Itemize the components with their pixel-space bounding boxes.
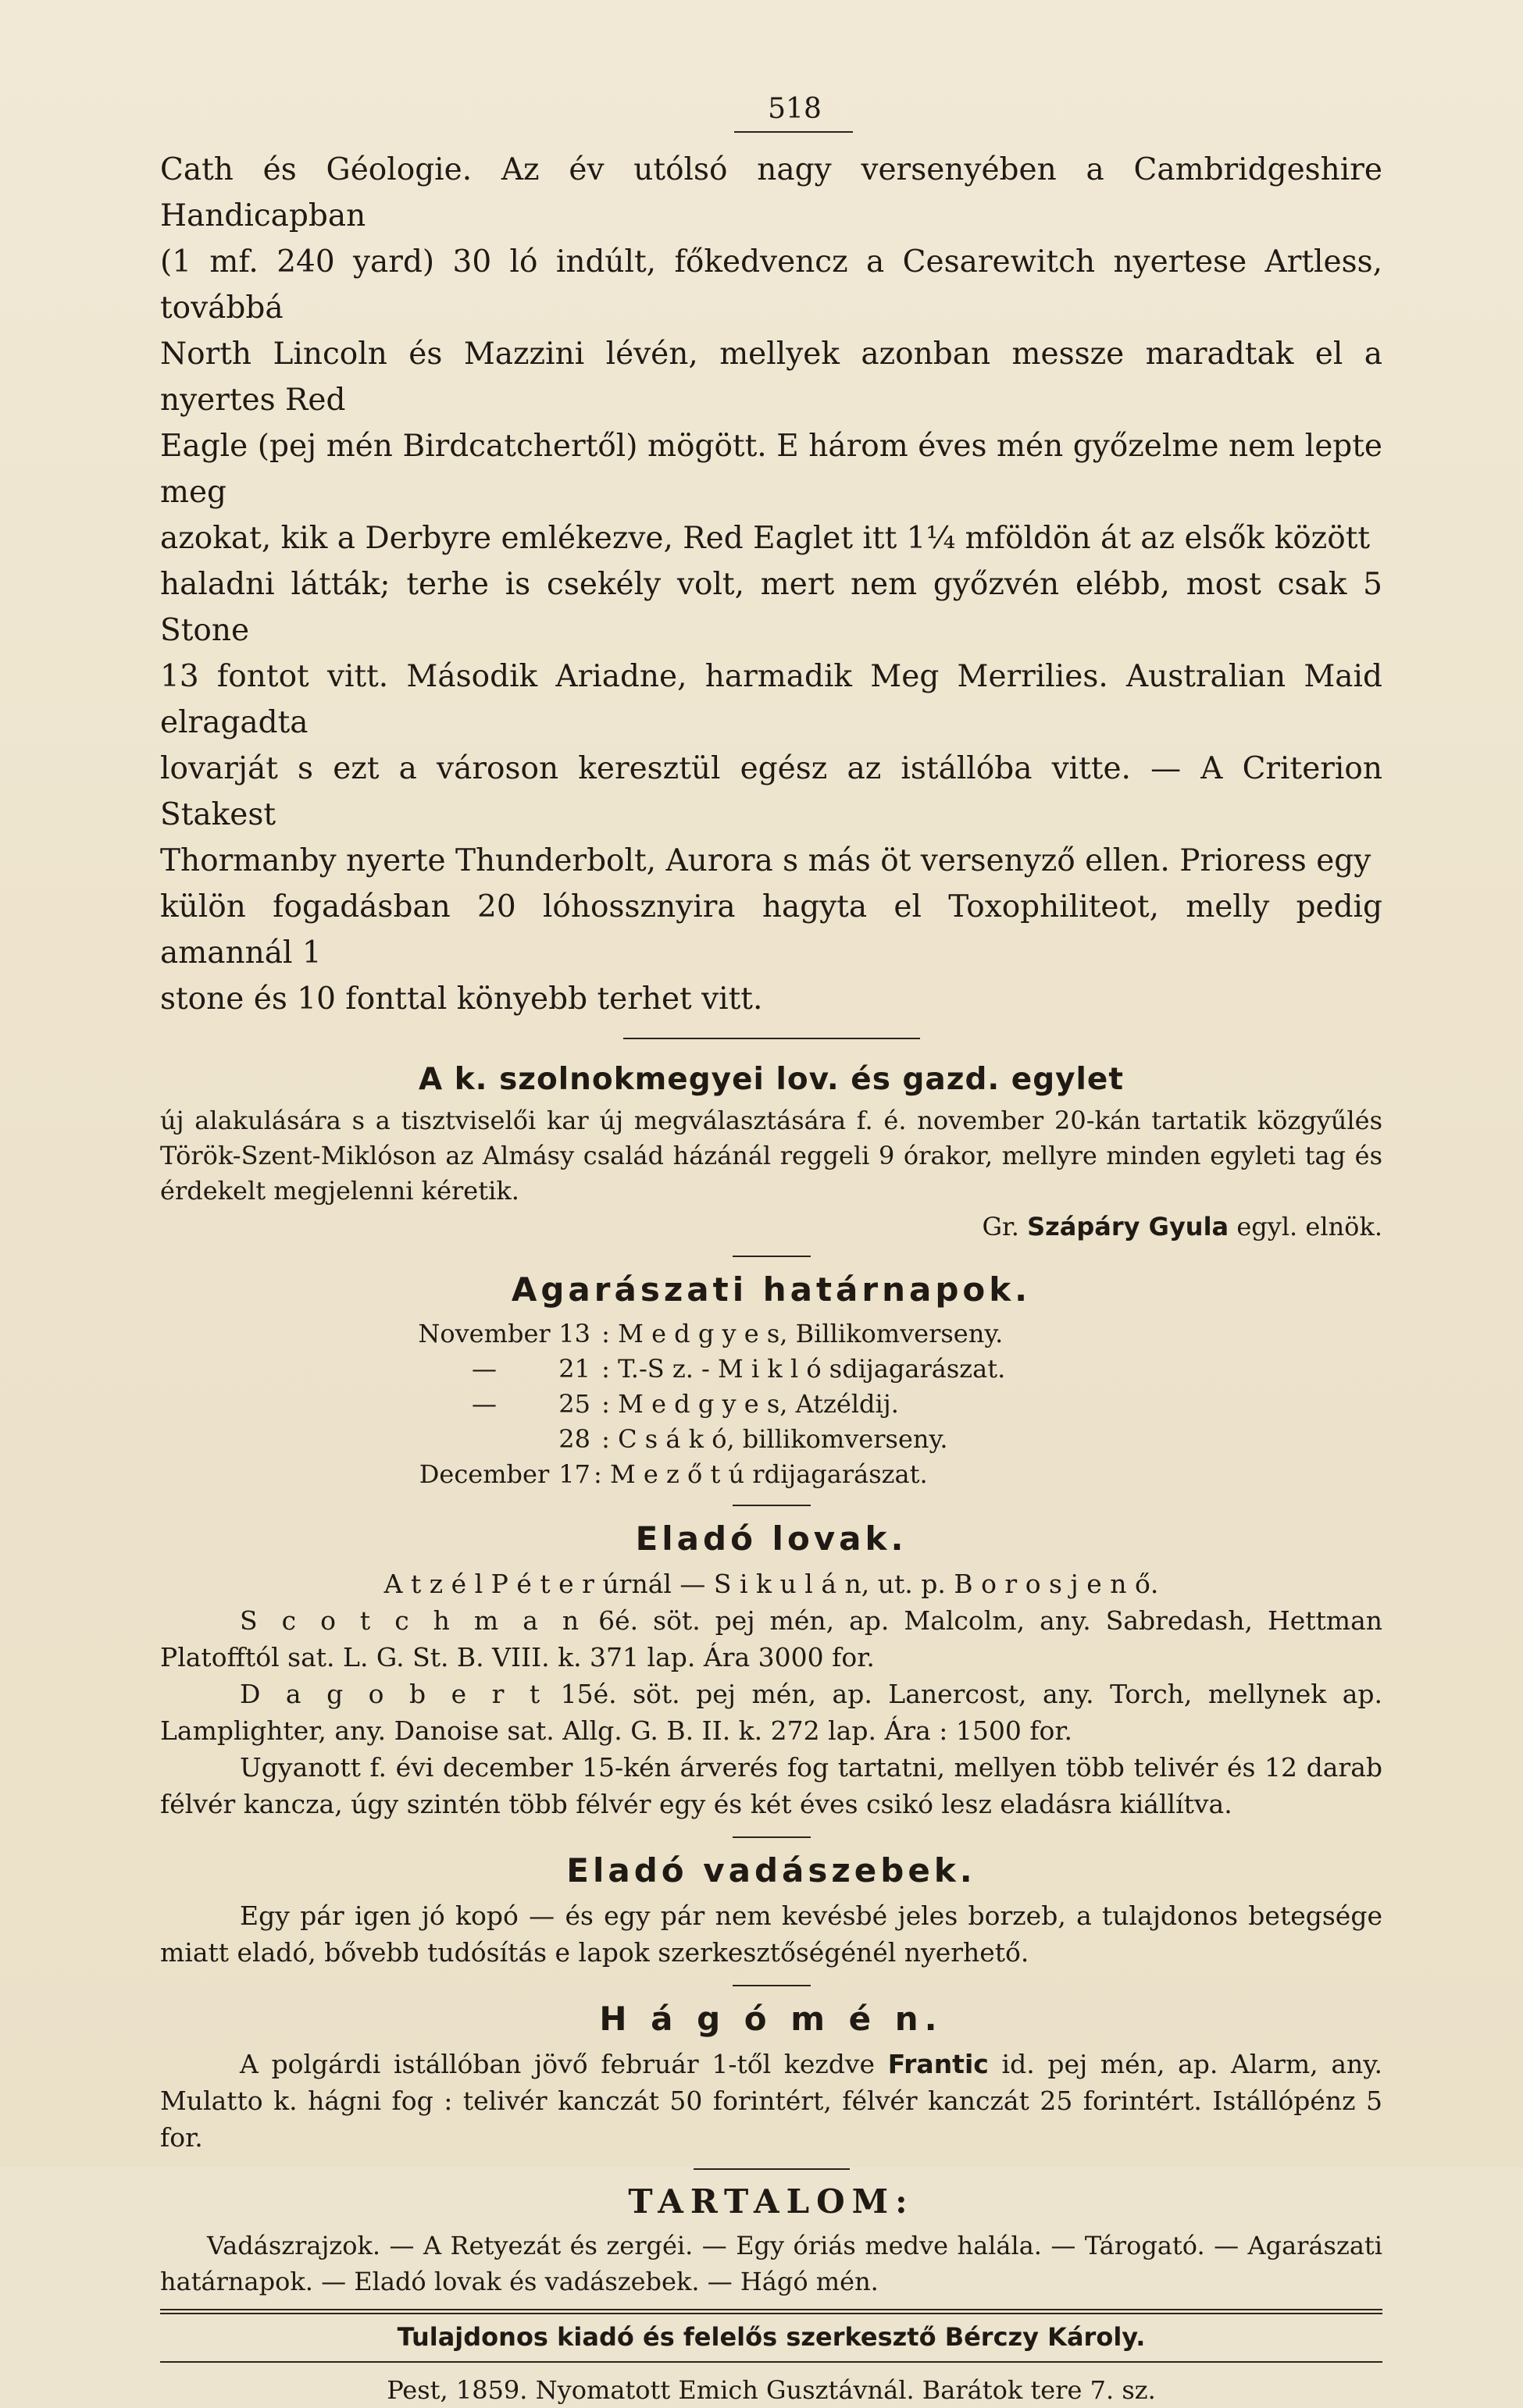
schedule-row: December 17 : M e z ő t ú r dijagarászat.: [414, 1457, 1382, 1492]
schedule-place: M e d g y e s: [618, 1389, 780, 1419]
vadaszebek-text: Egy pár igen jó kopó — és egy pár nem kevésbé jeles borzeb, a tulajdonos betegsége miatt eladó, bővebb tudósítás e lapok szerkesztőségénél nyerhető.: [160, 1900, 1382, 1968]
horse-description: 6é. söt. pej mén, ap. Malcolm, any. Sabredash, Hettman Platofftól sat. L. G. St. B. VIII. k. 371 lap. Ára 3000 for.: [160, 1605, 1382, 1672]
section-divider: [623, 1038, 920, 1039]
footer-owner-line: Tulajdonos kiadó és felelős szerkesztő Bérczy Károly.: [397, 2322, 1146, 2352]
intro-line: (1 mf. 240 yard) 30 ló indúlt, főkedvencz a Cesarewitch nyertese Artless, továbbá: [160, 244, 1382, 326]
hago-men-section: [160, 1997, 1382, 2156]
schedule-row: — 25 : M e d g y e s , Atzéldij.: [414, 1387, 1382, 1422]
signature: [982, 1209, 1382, 1245]
footer-printer-line: Pest, 1859. Nyomatott Emich Gusztávnál. Barátok tere 7. sz.: [387, 2375, 1156, 2405]
signature-prefix: Gr.: [982, 1212, 1019, 1241]
short-divider: [733, 1836, 811, 1838]
horse-description: 15é. söt. pej mén, ap. Lanercost, any. Torch, mellynek ap. Lamplighter, any. Danoise sat. Allg. G. B. II. k. 272 lap. Ára : 1500 for.: [160, 1679, 1383, 1746]
signature-suffix: egyl. elnök.: [1236, 1212, 1382, 1241]
schedule-list: [414, 1316, 1382, 1492]
schedule-day: 21: [558, 1354, 590, 1384]
intro-line: Thormanby nyerte Thunderbolt, Aurora s más öt versenyző ellen. Prioress egy: [160, 843, 1371, 878]
schedule-day: 28: [558, 1424, 590, 1454]
short-divider: [733, 1985, 811, 1986]
szolnok-notice: [160, 1060, 1382, 1245]
intro-line: stone és 10 fonttal könyebb terhet vitt.: [160, 981, 763, 1017]
intro-line: azokat, kik a Derbyre emlékezve, Red Eaglet itt 1¼ mföldön át az elsők között: [160, 521, 1371, 556]
horse-listing: [160, 1676, 1382, 1749]
signature-row: [160, 1209, 1382, 1245]
page-content: [160, 92, 1382, 2408]
schedule-place: T.-S z. - M i k l ó s: [618, 1354, 843, 1384]
schedule-row: — 21 : T.-S z. - M i k l ó s dijagarászat.: [414, 1352, 1382, 1387]
schedule-month: —: [472, 1389, 497, 1419]
tartalom-title: TARTALOM:: [628, 2182, 915, 2221]
szolnok-heading: A k. szolnokmegyei lov. és gazd. egylet: [418, 1062, 1125, 1097]
schedule-event: dijagarászat.: [842, 1354, 1006, 1384]
schedule-event: dijagarászat.: [764, 1459, 928, 1489]
schedule-event: , Billikomverseny.: [779, 1319, 1004, 1348]
schedule-event: , Atzéldij.: [779, 1389, 899, 1419]
intro-paragraph: [160, 147, 1382, 1022]
hago-text-after: id. pej mén, ap. Alarm, any. Mulatto k. hágni fog : telivér kanczát 50 forintért, félvér kanczát 25 forintért. Istállópénz 5 for.: [160, 2049, 1383, 2153]
intro-line: Cath és Géologie. Az év utólsó nagy versenyében a Cambridgeshire Handicapban: [160, 152, 1382, 233]
schedule-place: M e d g y e s: [618, 1319, 780, 1348]
hago-text-before: A polgárdi istállóban jövő február 1-től kezdve: [240, 2049, 876, 2079]
schedule-month: —: [472, 1354, 497, 1384]
seller-line: A t z é l P é t e r úrnál — S i k u l á n, ut. p. B o r o s j e n ő.: [383, 1569, 1159, 1599]
intro-line: North Lincoln és Mazzini lévén, mellyek azonban messze maradtak el a nyertes Red: [160, 337, 1382, 418]
schedule-month: [414, 1422, 555, 1457]
intro-line: külön fogadásban 20 lóhossznyira hagyta el Toxophiliteot, melly pedig amannál 1: [160, 889, 1382, 971]
horse-name: S c o t c h m a n: [240, 1605, 584, 1636]
schedule-row: 28 : C s á k ó , billikomverseny.: [414, 1422, 1382, 1457]
schedule-day: 13: [558, 1319, 590, 1348]
hago-men-text: [160, 2046, 1382, 2156]
schedule-day: 25: [558, 1389, 590, 1419]
horse-listing: [160, 1602, 1382, 1676]
tartalom-section: [160, 2181, 1382, 2299]
page-number-rule: [734, 131, 853, 133]
short-divider: [733, 1256, 811, 1257]
elado-lovak-section: [160, 1517, 1382, 1822]
auction-notice: Ugyanott f. évi december 15-kén árverés fog tartatni, mellyen több telivér és 12 darab félvér kancza, úgy szintén több félvér egy és két éves csikó lesz eladásra kiállítva.: [160, 1752, 1382, 1819]
page-number: 518: [768, 93, 822, 125]
stallion-name: Frantic: [887, 2049, 989, 2079]
intro-line: Eagle (pej mén Birdcatchertől) mögött. E három éves mén győzelme nem lepte meg: [160, 429, 1382, 510]
intro-line: lovarját s ezt a városon keresztül egész az istállóba vitte. — A Criterion Stakest: [160, 751, 1382, 832]
section-divider: [694, 2168, 850, 2170]
signature-name: Szápáry Gyula: [1027, 1212, 1229, 1241]
schedule-row: November 13 : M e d g y e s , Billikomverseny.: [414, 1316, 1382, 1352]
elado-vadaszebek-heading: Eladó vadászebek.: [566, 1851, 976, 1890]
agaraszati-heading: Agarászati határnapok.: [511, 1270, 1032, 1309]
schedule-month: November: [418, 1319, 551, 1348]
footer-double-rule: [160, 2309, 1382, 2314]
elado-lovak-heading: Eladó lovak.: [635, 1519, 908, 1558]
agaraszati-section: [160, 1268, 1382, 1492]
schedule-day: 17: [558, 1459, 590, 1489]
szolnok-text: új alakulására s a tisztviselői kar új megválasztására f. é. november 20-kán tartatik közgyűlés Török-Szent-Miklóson az Almásy család házánál reggeli 9 órakor, mellyre minden egyleti tag és érdekelt megjelenni kéretik.: [160, 1106, 1382, 1206]
horse-name: D a g o b e r t: [240, 1679, 545, 1709]
schedule-place: M e z ő t ú r: [609, 1459, 765, 1489]
schedule-month: December: [419, 1459, 550, 1489]
intro-line: 13 fontot vitt. Második Ariadne, harmadik Meg Merrilies. Australian Maid elragadta: [160, 659, 1382, 740]
footer-rule: [160, 2361, 1382, 2363]
tartalom-text: Vadászrajzok. — A Retyezát és zergéi. — Egy óriás medve halála. — Tárogató. — Agarászati határnapok. — Eladó lovak és vadászebek. — Hágó mén.: [160, 2231, 1382, 2296]
schedule-event: , billikomverseny.: [726, 1424, 948, 1454]
short-divider: [733, 1505, 811, 1506]
schedule-place: C s á k ó: [618, 1424, 727, 1454]
intro-line: haladni látták; terhe is csekély volt, mert nem győzvén elébb, most csak 5 Stone: [160, 567, 1382, 648]
elado-vadaszebek-section: [160, 1849, 1382, 1971]
hago-men-heading: H á g ó m é n.: [599, 2000, 943, 2038]
